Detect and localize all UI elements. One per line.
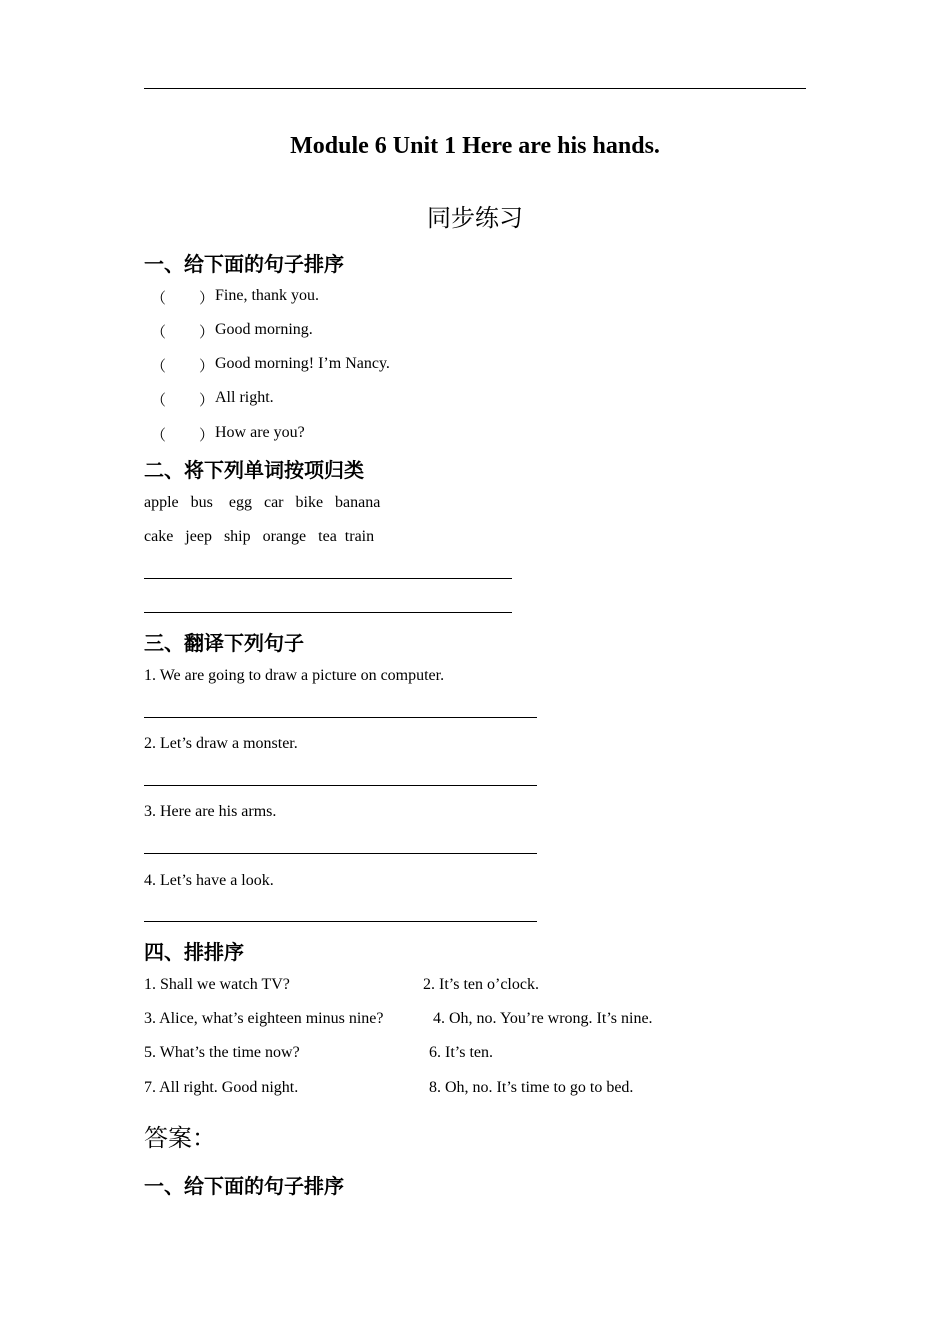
answer-blank-line <box>144 612 512 613</box>
header-rule <box>144 88 806 89</box>
section1-heading: 一、给下面的句子排序 <box>144 252 344 276</box>
order-item-7: 7. All right. Good night. <box>144 1079 299 1096</box>
word-list-line-1: apple bus egg car bike banana <box>144 494 381 511</box>
sentence-text: Fine, thank you. <box>215 287 319 304</box>
translation-item-4: 4. Let’s have a look. <box>144 872 274 889</box>
answers-heading: 答案： <box>144 1124 216 1152</box>
order-item-4: 4. Oh, no. You’re wrong. It’s nine. <box>433 1010 653 1027</box>
close-paren: ） <box>199 291 215 307</box>
word-list-line-2: cake jeep ship orange tea train <box>144 528 375 545</box>
order-item-5: 5. What’s the time now? <box>144 1044 300 1061</box>
section4-heading: 四、排排序 <box>144 940 244 964</box>
answer-blank-line <box>144 921 537 922</box>
close-paren: ） <box>199 359 215 375</box>
document-subtitle: 同步练习 <box>427 204 523 232</box>
answer-blank-line <box>144 785 537 786</box>
translation-item-3: 3. Here are his arms. <box>144 803 277 820</box>
sentence-text: Good morning! I’m Nancy. <box>215 355 390 372</box>
order-item-6: 6. It’s ten. <box>429 1044 493 1061</box>
answer-blank-line <box>144 717 537 718</box>
sentence-text: How are you? <box>215 424 305 441</box>
open-paren: （ <box>151 291 167 307</box>
sentence-text: All right. <box>215 389 274 406</box>
open-paren: （ <box>151 359 167 375</box>
close-paren: ） <box>199 428 215 444</box>
order-item-2: 2. It’s ten o’clock. <box>423 976 539 993</box>
open-paren: （ <box>151 325 167 341</box>
order-item-8: 8. Oh, no. It’s time to go to bed. <box>429 1079 634 1096</box>
section2-heading: 二、将下列单词按项归类 <box>144 458 364 482</box>
order-item-1: 1. Shall we watch TV? <box>144 976 290 993</box>
close-paren: ） <box>199 325 215 341</box>
open-paren: （ <box>151 393 167 409</box>
section3-heading: 三、翻译下列句子 <box>144 631 304 655</box>
open-paren: （ <box>151 428 167 444</box>
answers-section1-heading: 一、给下面的句子排序 <box>144 1174 344 1198</box>
order-item-3: 3. Alice, what’s eighteen minus nine? <box>144 1010 384 1027</box>
sentence-text: Good morning. <box>215 321 313 338</box>
answer-blank-line <box>144 578 512 579</box>
translation-item-1: 1. We are going to draw a picture on computer. <box>144 667 445 684</box>
translation-item-2: 2. Let’s draw a monster. <box>144 735 298 752</box>
document-title: Module 6 Unit 1 Here are his hands. <box>290 133 660 159</box>
close-paren: ） <box>199 393 215 409</box>
answer-blank-line <box>144 853 537 854</box>
